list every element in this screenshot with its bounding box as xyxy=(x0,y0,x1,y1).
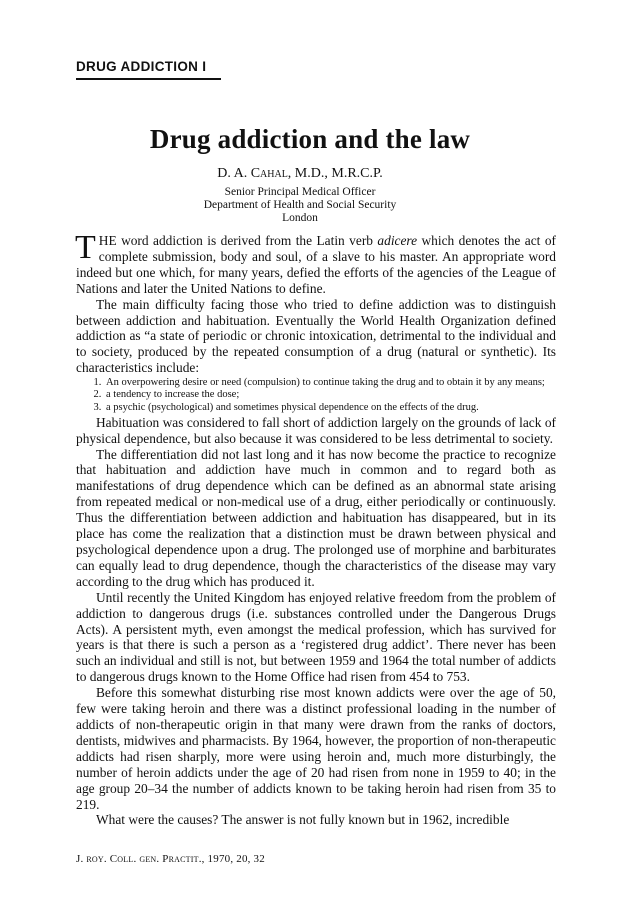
paragraph-united-kingdom: Until recently the United Kingdom has enjoyed relative freedom from the problem of addiction to dangerous drugs (i.e. substances controlled under the Dangerous Drugs Acts). A persistent myth, even amongst the medical profession, which has survived for years is that there is such a person as a ‘registered drug addict’. There never has been such an individual and still is not, but between 1959 and 1964 the total number of addicts to dangerous drugs known to the Home Office had risen from 454 to 753. xyxy=(76,589,556,685)
paragraph-causes: What were the causes? The answer is not fully known but in 1962, incredible xyxy=(96,812,510,828)
author-department: Department of Health and Social Security xyxy=(203,199,397,211)
drop-cap: T xyxy=(75,229,96,266)
article-author: D. A. Cahal, M.D., M.R.C.P. xyxy=(217,166,383,181)
article-title: Drug addiction and the law xyxy=(149,124,471,154)
list-item: 1. An overpowering desire or need (compulsion) to continue taking the drug and to obtain it by any means; xyxy=(104,377,556,389)
journal-citation: J. roy. Coll. gen. Practit., 1970, 20, 32 xyxy=(76,853,265,865)
section-heading: DRUG ADDICTION I xyxy=(76,59,207,74)
paragraph-intro: THE word addiction is derived from the Latin verb adicere which denotes the act of complete submission, body and soul, of a slave to his master. An appropriate word indeed but one which, for many years, defied the efforts of the agencies of the League of Nations and later the United Nations to define. xyxy=(75,229,556,296)
article-body xyxy=(75,229,556,828)
list-item: 2. a tendency to increase the dose; xyxy=(104,389,556,401)
section-heading-underline xyxy=(76,78,221,80)
paragraph-before-rise: Before this somewhat disturbing rise most known addicts were over the age of 50, few were taking heroin and there was a distinct professional loading in the number of addicts of non-therapeutic origin in that many were drawn from the ranks of doctors, dentists, midwives and pharmacists. By 1964, however, the proportion of non-therapeutic addicts had risen sharply, more were using heroin and, much more disturbingly, the number of heroin addicts under the age of 20 had risen from none in 1959 to 40; in the age group 20–34 the number of addicts known to be taking heroin had risen from 35 to 219. xyxy=(76,685,556,812)
paragraph-differentiation: The differentiation did not last long and it has now become the practice to recognize that habituation and addiction have much in common and to regard both as manifestations of drug dependence which can be defined as an abnormal state arising from repeated medical or non-medical use of a drug, either periodically or continuously. Thus the differentiation between addiction and habituation has disappeared, but in its place has come the realization that a distinction must be drawn between physical and psychological dependence upon a drug. The prolonged use of morphine and barbiturates can equally lead to drug dependence, though the characteristics of the disease may vary according to the drug which has produced it. xyxy=(76,446,556,589)
author-position: Senior Principal Medical Officer xyxy=(224,186,376,198)
paragraph-definition: The main difficulty facing those who tried to define addiction was to distinguish between addiction and habituation. Eventually the World Health Organization defined addiction as “a state of periodic or chronic intoxication, detrimental to the individual and to society, produced by the repeated consumption of a drug (natural or synthetic). Its characteristics include: xyxy=(76,296,556,376)
characteristics-list xyxy=(76,377,556,414)
list-item: 3. a psychic (psychological) and sometimes physical dependence on the effects of the drug. xyxy=(104,402,556,414)
author-location: London xyxy=(282,212,318,224)
paragraph-habituation: Habituation was considered to fall short of addiction largely on the grounds of lack of physical dependence, but also because it was considered to be less detrimental to society. xyxy=(76,414,556,446)
